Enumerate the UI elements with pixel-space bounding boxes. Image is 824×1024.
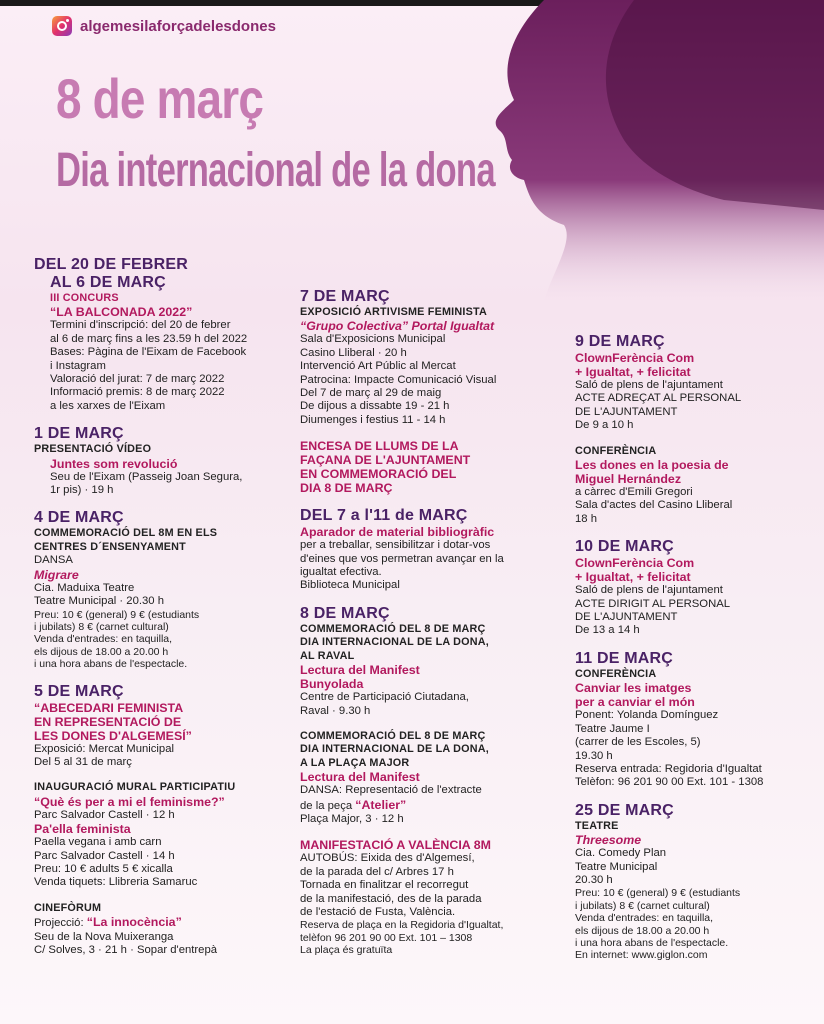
event-detail: Casino Lliberal · 20 h	[300, 346, 407, 359]
event-mural	[34, 781, 284, 889]
event-category: CENTRES D´ENSENYAMENT	[34, 540, 186, 553]
event-detail: Ponent: Yolanda Domínguez	[575, 709, 719, 722]
event-detail: 19.30 h	[575, 749, 613, 762]
event-title: DIA 8 DE MARÇ	[300, 481, 393, 496]
event-detail: a càrrec d'Emili Gregori	[575, 486, 693, 499]
instagram-handle[interactable]	[52, 16, 276, 36]
event-category: AL RAVAL	[300, 649, 355, 662]
event-juntes	[34, 425, 284, 497]
event-title: Pa'ella feminista	[34, 822, 131, 837]
event-title: Les dones en la poesia de	[575, 458, 729, 473]
event-detail: ACTE DIRIGIT AL PERSONAL	[575, 597, 731, 610]
event-title: Miguel Hernández	[575, 472, 682, 487]
event-type: DANSA	[34, 554, 73, 567]
event-title: FAÇANA DE L'AJUNTAMENT	[300, 453, 471, 468]
event-detail: Venda tiquets: Llibreria Samaruc	[34, 876, 198, 889]
instagram-icon	[52, 16, 72, 36]
page-title: 8 de març	[56, 67, 264, 130]
event-detail: Informació premis: 8 de març 2022	[50, 386, 225, 399]
event-detail: Sala d'Exposicions Municipal	[300, 333, 446, 346]
event-manifestacio	[300, 838, 560, 956]
event-category: INAUGURACIÓ MURAL PARTICIPATIU	[34, 781, 236, 794]
event-title: per a canviar el món	[575, 695, 695, 710]
event-detail: La plaça és gratuïta	[300, 944, 393, 957]
event-detail: Saló de plens de l'ajuntament	[575, 584, 723, 597]
event-detail: al 6 de març fins a les 23.59 h del 2022	[50, 332, 248, 345]
event-abecedari	[34, 683, 284, 770]
event-detail: Intervenció Art Públic al Mercat	[300, 360, 456, 373]
event-detail: Termini d'inscripció: del 20 de febrer	[50, 319, 231, 332]
event-migrare	[34, 509, 284, 670]
event-balconada	[34, 256, 284, 413]
event-detail: Diumenges i festius 11 - 14 h	[300, 413, 446, 426]
event-detail: Patrocina: Impacte Comunicació Visual	[300, 373, 497, 386]
event-detail: Preu: 10 € (general) 9 € (estudiants	[34, 608, 200, 621]
event-category: EXPOSICIÓ ARTIVISME FEMINISTA	[300, 306, 487, 318]
event-detail: els dijous de 18.00 a 20.00 h	[575, 924, 710, 937]
event-date: DEL 20 DE FEBRER	[34, 256, 189, 273]
event-title: “LA BALCONADA 2022”	[50, 305, 193, 320]
event-date: 10 DE MARÇ	[575, 538, 674, 556]
event-detail: De dijous a dissabte 19 - 21 h	[300, 400, 450, 413]
event-category: PRESENTACIÓ VÍDEO	[34, 443, 152, 456]
event-detail: Preu: 10 € (general) 9 € (estudiants	[575, 887, 741, 900]
event-aparador	[300, 507, 560, 593]
event-detail: Cia. Maduixa Teatre	[34, 581, 135, 594]
event-detail: C/ Solves, 3 · 21 h · Sopar d'entrepà	[34, 944, 218, 956]
event-clown-10	[575, 538, 815, 638]
event-detail: Exposició: Mercat Municipal	[34, 742, 175, 755]
event-conferencia-hernandez	[575, 445, 815, 527]
event-date: 8 DE MARÇ	[300, 604, 390, 622]
event-detail: per a treballar, sensibilitzar i dotar-vos	[300, 539, 491, 552]
event-detail: 1r pis) · 19 h	[50, 484, 114, 497]
event-threesome	[575, 802, 815, 962]
event-date: 25 DE MARÇ	[575, 801, 674, 819]
event-title: EN COMMEMORACIÓ DEL	[300, 467, 457, 482]
event-detail: Teatre Jaume I	[575, 722, 650, 735]
event-title: Lectura del Manifest	[300, 663, 420, 678]
event-detail: Projecció:	[34, 917, 87, 930]
event-date: 5 DE MARÇ	[34, 682, 124, 700]
event-detail: d'eines que vos permetran avançar en la	[300, 552, 504, 565]
column-3	[575, 333, 815, 974]
event-detail: Raval · 9.30 h	[300, 704, 371, 717]
event-date: AL 6 DE MARÇ	[50, 274, 166, 291]
event-date: 11 DE MARÇ	[575, 649, 674, 667]
event-detail: Seu de la Nova Muixeranga	[34, 930, 174, 943]
event-artivisme	[300, 288, 560, 427]
event-category: CONFERÈNCIA	[575, 667, 657, 680]
event-detail: Telèfon: 96 201 90 00 Ext. 101 - 1308	[575, 776, 764, 789]
event-title: “ABECEDARI FEMINISTA	[34, 700, 184, 715]
event-category: COMMEMORACIÓ DEL 8 DE MARÇ	[300, 729, 486, 742]
event-date: 7 DE MARÇ	[300, 288, 390, 305]
event-detail: de la peça	[300, 799, 356, 812]
event-detail: i jubilats) 8 € (carnet cultural)	[575, 899, 710, 912]
event-title: Aparador de material bibliogràfic	[300, 525, 495, 540]
event-detail: Venda d'entrades: en taquilla,	[34, 633, 173, 646]
event-detail: Teatre Municipal	[575, 860, 658, 873]
event-detail: Sala d'actes del Casino Lliberal	[575, 499, 733, 512]
event-detail: Reserva de plaça en la Regidoria d'Igualtat,	[300, 919, 504, 932]
event-detail: de la manifestació, des de la parada	[300, 892, 482, 905]
event-title: + Igualtat, + felicitat	[575, 365, 691, 379]
event-title: Juntes som revolució	[50, 456, 178, 471]
event-detail: de l'estació de Fusta, València.	[300, 905, 456, 918]
event-title: Migrare	[34, 567, 79, 582]
event-title: “La innocència”	[86, 915, 182, 930]
event-title: ENCESA DE LLUMS DE LA	[300, 439, 459, 454]
event-detail: Seu de l'Eixam (Passeig Joan Segura,	[50, 470, 243, 483]
event-detail: Venda d'entrades: en taquilla,	[575, 912, 714, 925]
event-detail: ACTE ADREÇAT AL PERSONAL	[575, 392, 742, 405]
event-cineforum	[34, 902, 284, 958]
column-2	[300, 288, 560, 969]
event-date: 9 DE MARÇ	[575, 333, 665, 350]
event-detail: Tornada en finalitzar el recorregut	[300, 879, 469, 892]
event-detail: Teatre Municipal · 20.30 h	[34, 595, 164, 608]
event-title: Bunyolada	[300, 677, 364, 692]
event-detail: (carrer de les Escoles, 5)	[575, 736, 701, 749]
event-canviar-imatges	[575, 650, 815, 790]
event-detail: i jubilats) 8 € (carnet cultural)	[34, 620, 169, 633]
event-detail: Parc Salvador Castell · 14 h	[34, 849, 175, 862]
event-detail: i una hora abans de l'espectacle.	[575, 936, 729, 949]
event-title: + Igualtat, + felicitat	[575, 570, 691, 585]
event-title: Lectura del Manifest	[300, 770, 420, 785]
event-detail: Paella vegana i amb carn	[34, 836, 162, 849]
column-1	[34, 256, 284, 969]
event-encesa	[300, 439, 560, 495]
event-detail: De 9 a 10 h	[575, 419, 634, 432]
event-detail: Valoració del jurat: 7 de març 2022	[50, 373, 225, 386]
event-title: LES DONES D'ALGEMESÍ”	[34, 728, 192, 743]
event-detail: Biblioteca Municipal	[300, 579, 400, 592]
woman-silhouette-image	[484, 0, 824, 300]
event-detail: i Instagram	[50, 359, 106, 372]
event-detail: AUTOBÚS: Eixida des d'Algemesí,	[300, 852, 475, 865]
event-category: CONFERÈNCIA	[575, 444, 657, 457]
event-title: “Grupo Colectiva” Portal Igualtat	[300, 319, 495, 334]
event-detail: En internet: www.giglon.com	[575, 949, 708, 962]
event-detail: a les xarxes de l'Eixam	[50, 399, 166, 412]
event-category: DIA INTERNACIONAL DE LA DONA,	[300, 636, 489, 649]
event-detail: Parc Salvador Castell · 12 h	[34, 808, 175, 821]
event-detail: Saló de plens de l'ajuntament	[575, 379, 723, 391]
event-detail: Cia. Comedy Plan	[575, 847, 667, 860]
event-title: MANIFESTACIÓ A VALÈNCIA 8M	[300, 838, 491, 853]
event-detail: i una hora abans de l'espectacle.	[34, 658, 188, 671]
event-detail: DE L'AJUNTAMENT	[575, 611, 678, 624]
event-title: ClownFerència Com	[575, 556, 695, 571]
event-category: A LA PLAÇA MAJOR	[300, 756, 410, 769]
event-date: 4 DE MARÇ	[34, 509, 124, 527]
page-subtitle: Dia internacional de la dona	[56, 144, 495, 197]
event-detail: Preu: 10 € adults 5 € xicalla	[34, 862, 173, 875]
event-clown-9	[575, 333, 815, 433]
event-category: COMMEMORACIÓ DEL 8M EN ELS	[34, 527, 218, 540]
event-detail: Plaça Major, 3 · 12 h	[300, 812, 404, 825]
event-detail: igualtat efectiva.	[300, 566, 382, 579]
event-category: III CONCURS	[50, 292, 119, 304]
event-detail: DE L'AJUNTAMENT	[575, 405, 678, 418]
event-title: ClownFerència Com	[575, 351, 695, 365]
event-title: Threesome	[575, 833, 642, 848]
instagram-handle-text: algemesilaforçadelesdones	[80, 17, 276, 35]
event-title: “Atelier”	[355, 797, 407, 812]
event-title: “Què és per a mi el feminisme?”	[34, 794, 225, 809]
event-date: DEL 7 a l'11 de MARÇ	[300, 507, 468, 525]
event-detail: Reserva entrada: Regidoria d'Igualtat	[575, 762, 762, 775]
event-detail: de la parada del c/ Arbres 17 h	[300, 865, 454, 878]
event-detail: Bases: Pàgina de l'Eixam de Facebook	[50, 346, 247, 359]
event-detail: Del 5 al 31 de març	[34, 755, 132, 768]
event-detail: De 13 a 14 h	[575, 624, 640, 637]
event-detail: 18 h	[575, 512, 597, 525]
event-detail: telèfon 96 201 90 00 Ext. 101 – 1308	[300, 931, 473, 944]
event-detail: 20.30 h	[575, 873, 613, 886]
event-category: COMMEMORACIÓ DEL 8 DE MARÇ	[300, 622, 486, 635]
event-detail: DANSA: Representació de l'extracte	[300, 784, 482, 797]
event-category: CINEFÒRUM	[34, 901, 102, 914]
event-date: 1 DE MARÇ	[34, 425, 124, 443]
event-detail: Centre de Participació Ciutadana,	[300, 691, 469, 704]
event-placa-major	[300, 730, 560, 826]
event-category: TEATRE	[575, 819, 619, 832]
event-detail: Del 7 de març al 29 de maig	[300, 387, 442, 400]
event-title: EN REPRESENTACIÓ DE	[34, 714, 182, 729]
event-category: DIA INTERNACIONAL DE LA DONA,	[300, 743, 489, 756]
event-detail: els dijous de 18.00 a 20.00 h	[34, 645, 169, 658]
event-title: Canviar les imatges	[575, 681, 692, 696]
event-raval	[300, 605, 560, 718]
